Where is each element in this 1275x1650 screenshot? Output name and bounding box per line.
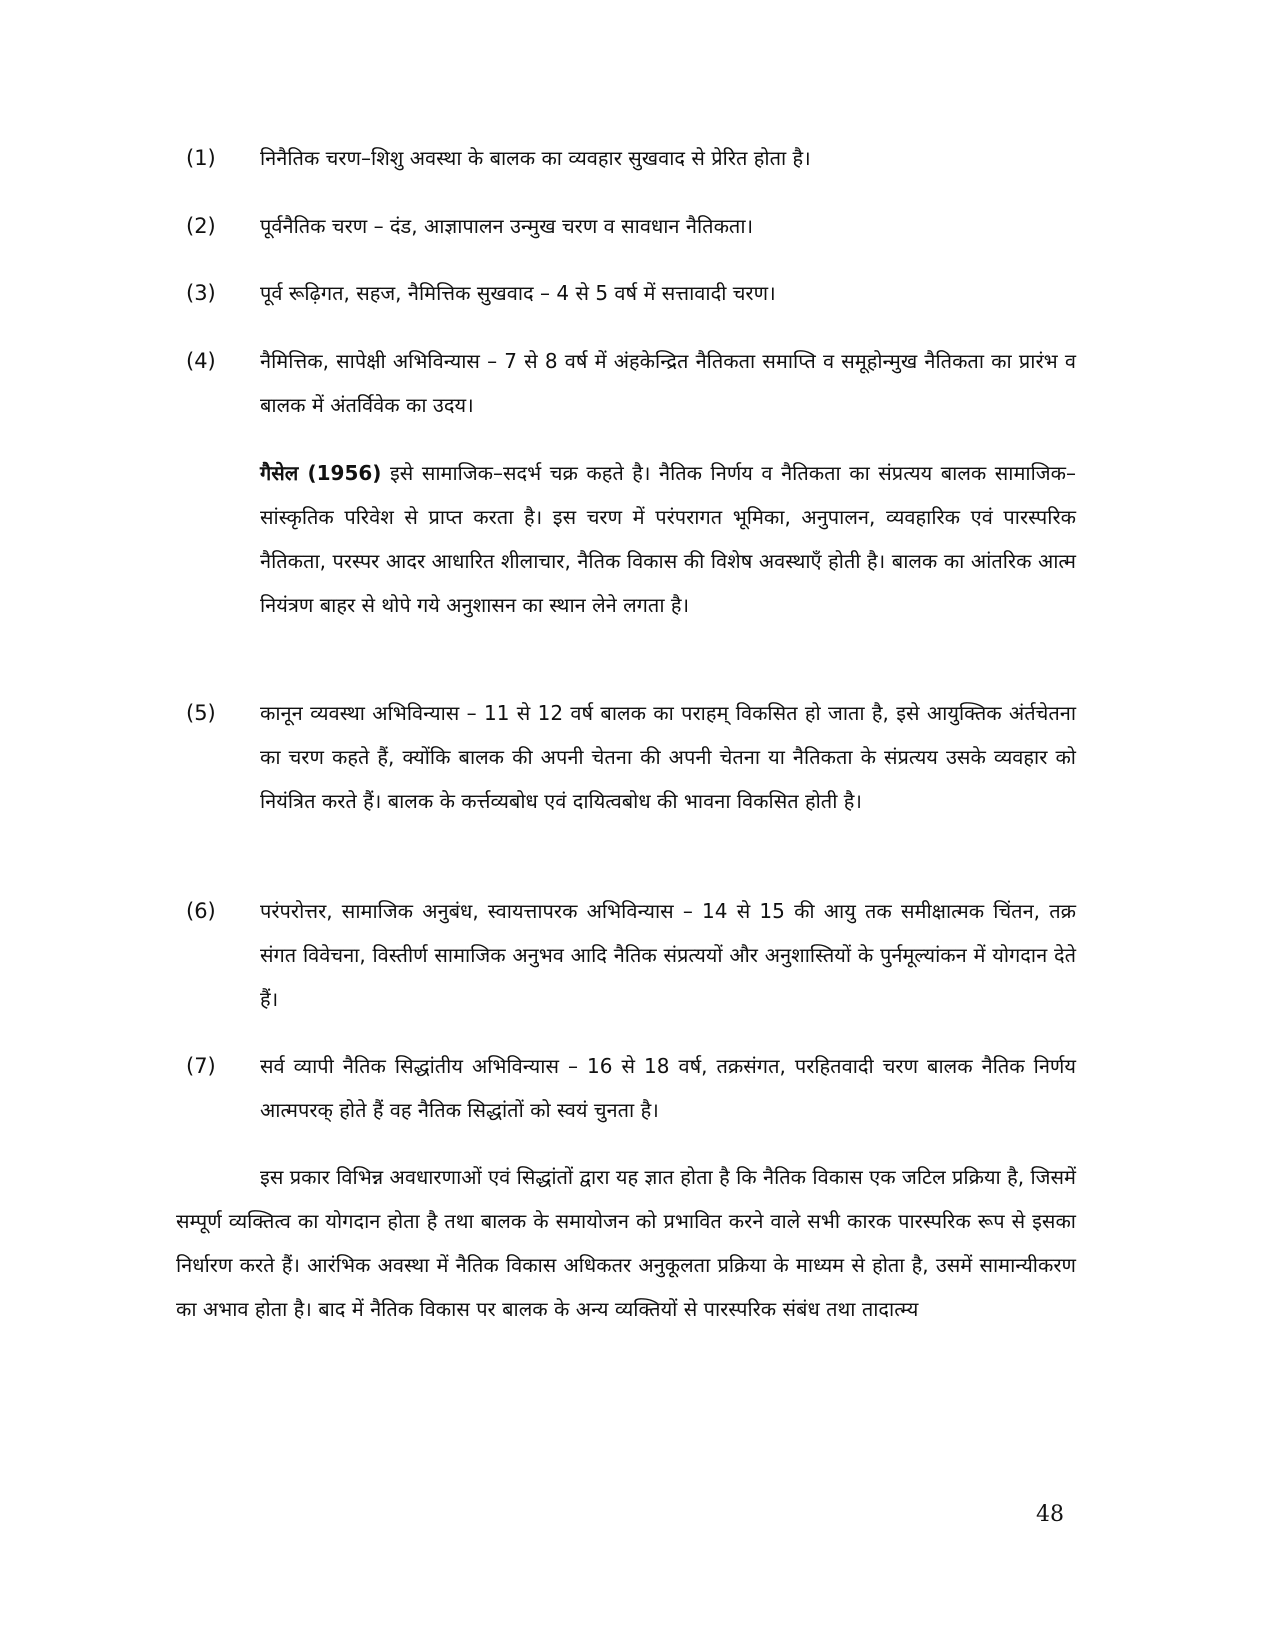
item-number: (4)	[186, 349, 216, 373]
item-number: (2)	[186, 214, 216, 238]
gesell-citation: गैसेल (1956)	[260, 461, 382, 485]
conclusion-paragraph: इस प्रकार विभिन्न अवधारणाओं एवं सिद्धांतों द्वारा यह ज्ञात होता है कि नैतिक विकास एक जटिल प्रक्रिया है, जिसमें सम्पूर्ण व्यक्तित्व का योगदान होता है तथा बालक के समायोजन को प्रभावित करने वाले सभी कारक पारस्परिक रूप से इसका निर्धारण करते हैं। आरंभिक अवस्था में नैतिक विकास अधिकतर अनुकूलता प्रक्रिया के माध्यम से होता है, उसमें सामान्यीकरण का अभाव होता है। बाद में नैतिक विकास पर बालक के अन्य व्यक्तियों से पारस्परिक संबंध तथा तादात्म्य	[176, 1165, 1076, 1321]
gesell-paragraph	[260, 451, 1076, 627]
item-number: (5)	[186, 701, 216, 725]
item-text: परंपरोत्तर, सामाजिक अनुबंध, स्वायत्तापरक अभिविन्यास – 14 से 15 की आयु तक समीक्षात्मक चिंतन, तक्र संगत विवेचना, विस्तीर्ण सामाजिक अनुभव आदि नैतिक संप्रत्ययों और अनुशास्तियों के पुर्नमूल्यांकन में योगदान देते हैं।	[260, 899, 1076, 1011]
item-text: सर्व व्यापी नैतिक सिद्धांतीय अभिविन्यास – 16 से 18 वर्ष, तक्रसंगत, परहितवादी चरण बालक नैतिक निर्णय आत्मपरक् होते हैं वह नैतिक सिद्धांतों को स्वयं चुनता है।	[260, 1054, 1076, 1122]
item-text: कानून व्यवस्था अभिविन्यास – 11 से 12 वर्ष बालक का पराहम् विकसित हो जाता है, इसे आयुक्तिक अंर्तचेतना का चरण कहते हैं, क्योंकि बालक की अपनी चेतना की अपनी चेतना या नैतिकता के संप्रत्यय उसके व्यवहार को नियंत्रित करते हैं। बालक के कर्त्तव्यबोध एवं दायित्वबोध की भावना विकसित होती है।	[260, 701, 1076, 813]
item-text: पूर्व रूढ़िगत, सहज, नैमित्तिक सुखवाद – 4 से 5 वर्ष में सत्तावादी चरण।	[260, 281, 776, 305]
item-number: (1)	[186, 146, 216, 170]
item-number: (7)	[186, 1054, 216, 1078]
item-text: नैमित्तिक, सापेक्षी अभिविन्यास – 7 से 8 वर्ष में अंहकेन्द्रित नैतिकता समाप्ति व समूहोन्मुख नैतिकता का प्रारंभ व बालक में अंतर्विवेक का उदय।	[260, 349, 1076, 417]
item-number: (6)	[186, 899, 216, 923]
item-text: पूर्वनैतिक चरण – दंड, आज्ञापालन उन्मुख चरण व सावधान नैतिकता।	[260, 214, 754, 238]
gesell-text: इसे सामाजिक–सदर्भ चक्र कहते है। नैतिक निर्णय व नैतिकता का संप्रत्यय बालक सामाजिक–सांस्कृतिक परिवेश से प्राप्त करता है। इस चरण में परंपरागत भूमिका, अनुपालन, व्यवहारिक एवं पारस्परिक नैतिकता, परस्पर आदर आधारित शीलाचार, नैतिक विकास की विशेष अवस्थाएँ होती है। बालक का आंतरिक आत्म नियंत्रण बाहर से थोपे गये अनुशासन का स्थान लेने लगता है।	[260, 461, 1076, 617]
item-number: (3)	[186, 281, 216, 305]
page-number: 48	[1036, 1502, 1064, 1527]
item-text: निनैतिक चरण–शिशु अवस्था के बालक का व्यवहार सुखवाद से प्रेरित होता है।	[260, 146, 811, 170]
